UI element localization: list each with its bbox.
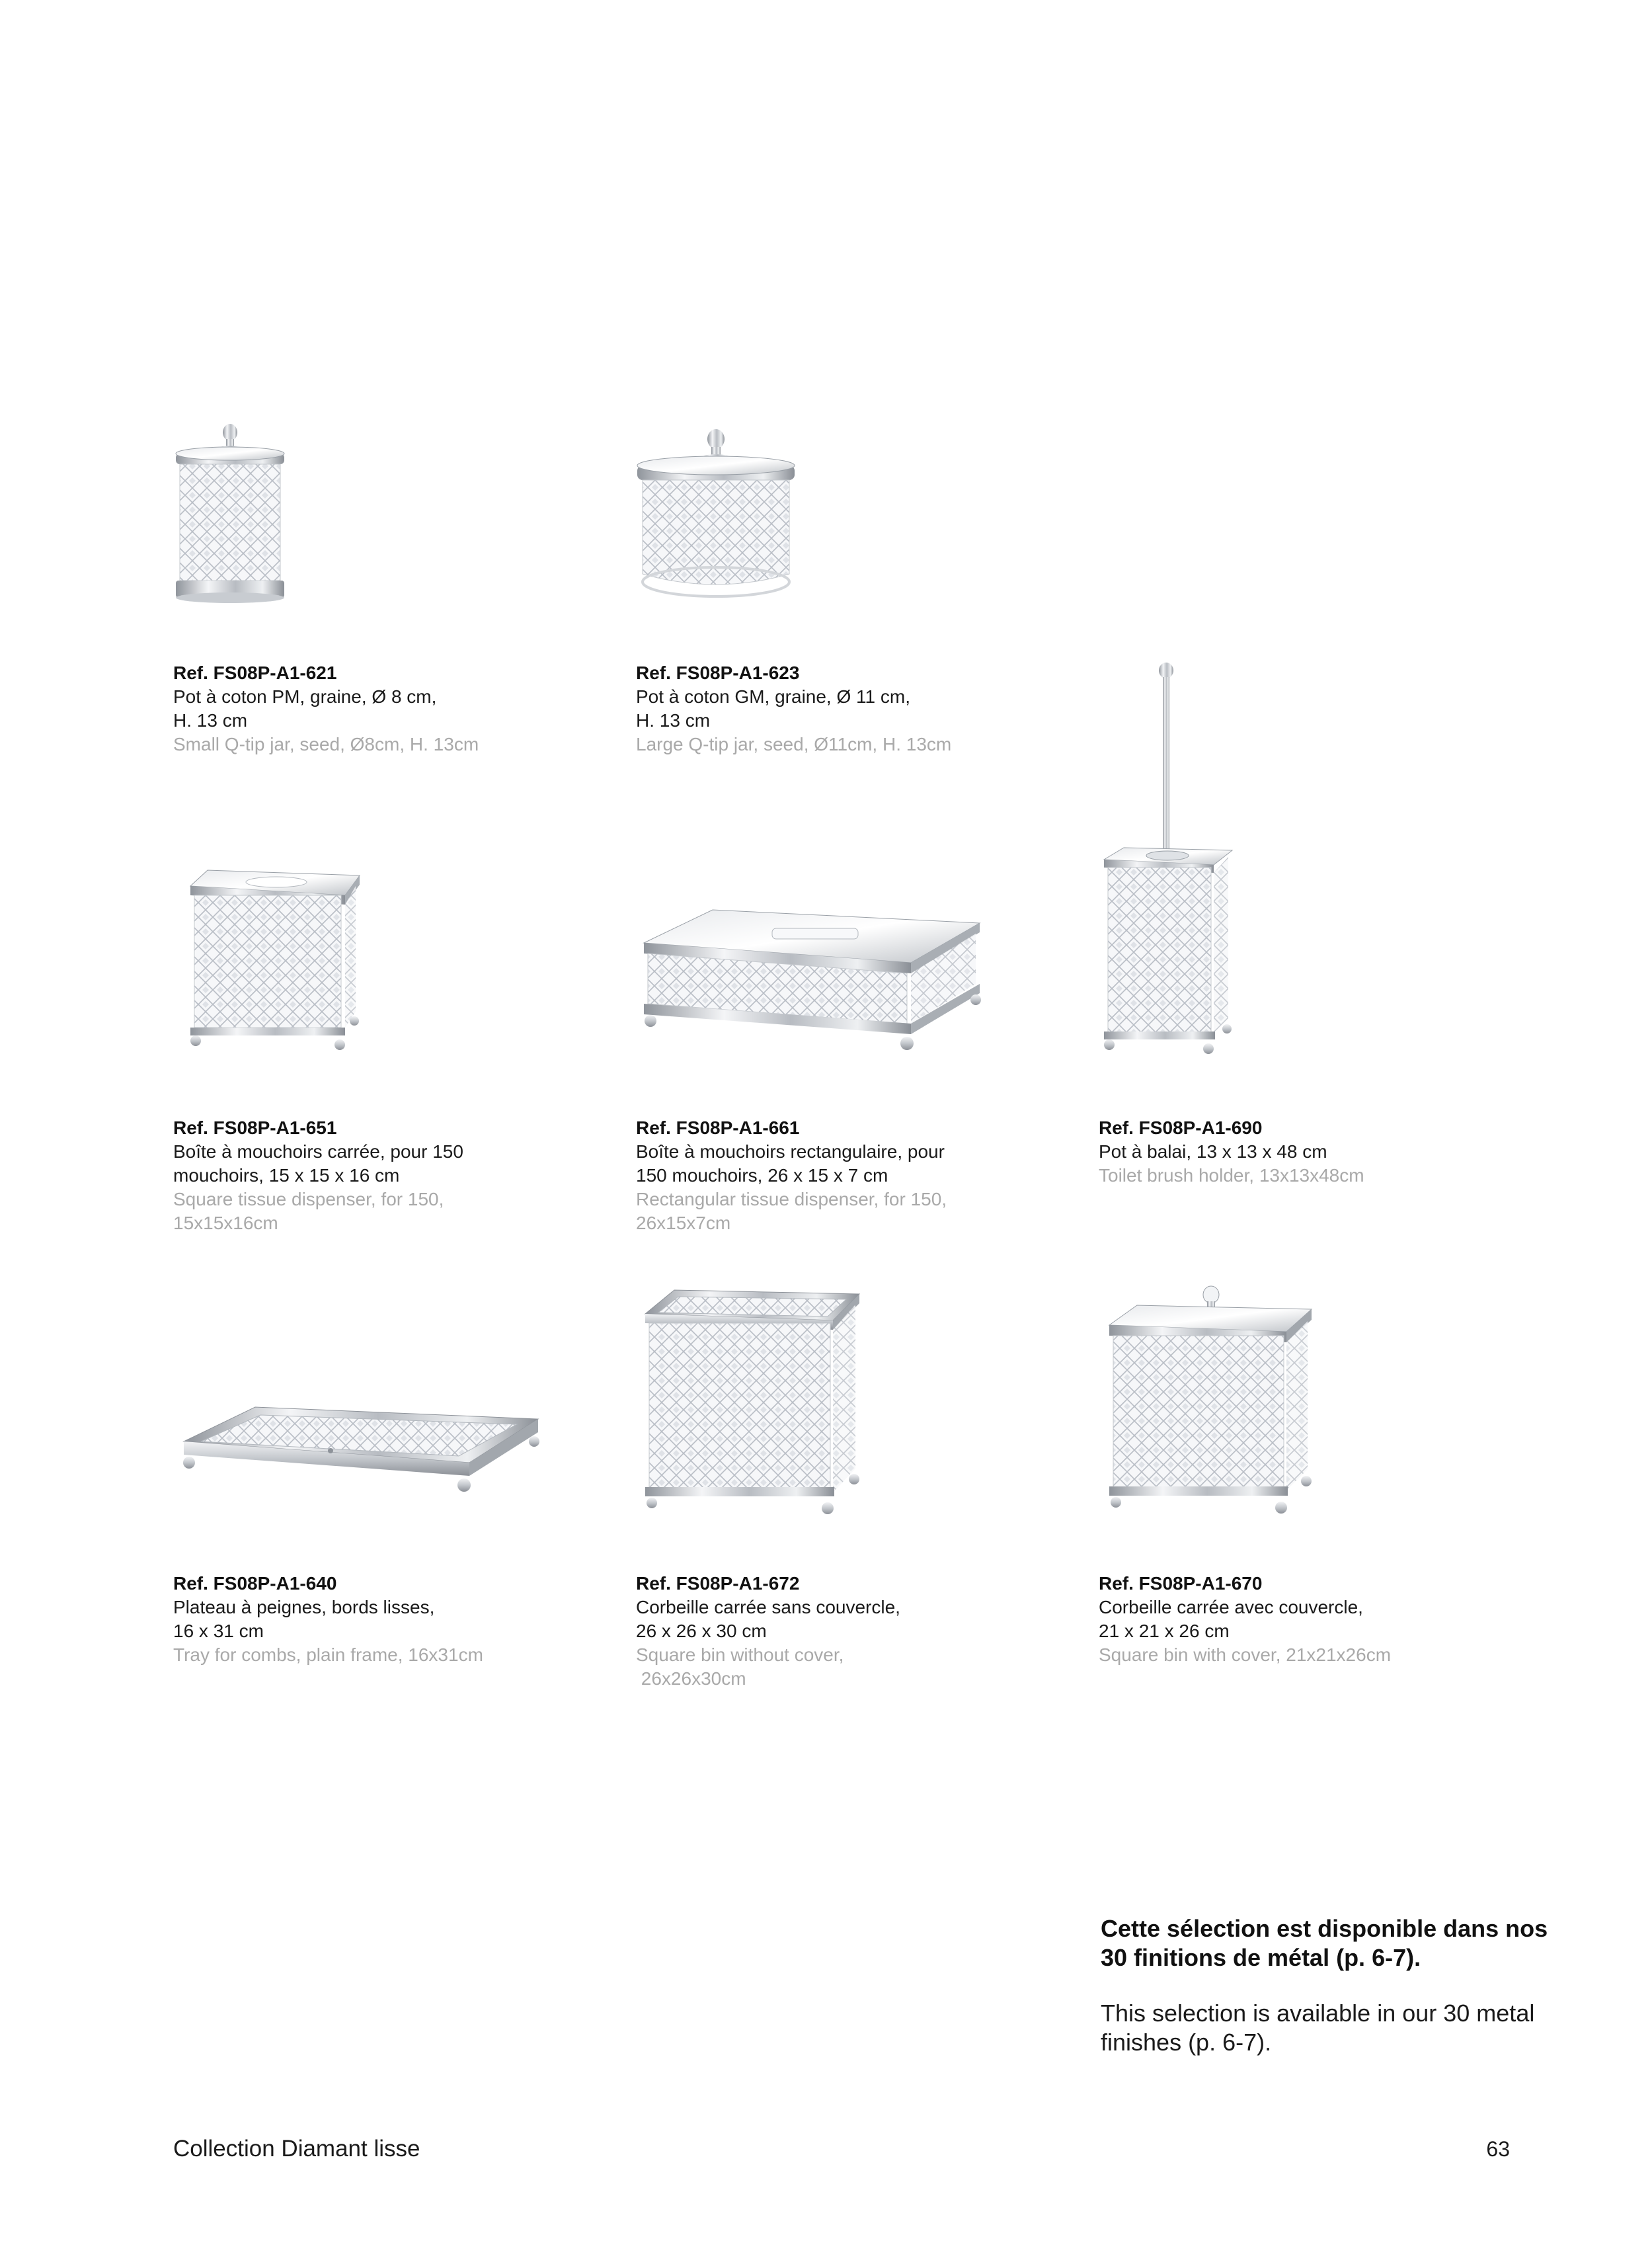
product-description-en: Large Q-tip jar, seed, Ø11cm, H. 13cm	[636, 734, 952, 754]
product-ref: Ref. FS08P-A1-661	[636, 1117, 800, 1138]
product-description-fr: 150 mouchoirs, 26 x 15 x 7 cm	[636, 1165, 888, 1186]
product-ref: Ref. FS08P-A1-690	[1099, 1117, 1263, 1138]
product-description-fr: 21 x 21 x 26 cm	[1099, 1621, 1230, 1641]
product-description-fr: Pot à balai, 13 x 13 x 48 cm	[1099, 1141, 1327, 1162]
product-description-en: Square tissue dispenser, for 150,	[173, 1189, 444, 1209]
finishes-availability-note	[1101, 1914, 1563, 2057]
product-description-fr: Plateau à peignes, bords lisses,	[173, 1597, 435, 1617]
page-number: 63	[1486, 2137, 1510, 2161]
product-image-square-bin-open	[640, 1286, 865, 1521]
product-description-en: Small Q-tip jar, seed, Ø8cm, H. 13cm	[173, 734, 479, 754]
product-ref: Ref. FS08P-A1-623	[636, 663, 800, 683]
collection-title: Collection Diamant lisse	[173, 2136, 420, 2162]
product-ref: Ref. FS08P-A1-621	[173, 663, 337, 683]
product-caption-651	[173, 1116, 596, 1235]
product-caption-672	[636, 1572, 1059, 1691]
product-ref: Ref. FS08P-A1-670	[1099, 1573, 1263, 1594]
product-caption-623	[636, 661, 1059, 756]
product-caption-640	[173, 1572, 596, 1667]
product-description-en: 26x26x30cm	[636, 1668, 746, 1689]
product-image-large-qtip-jar	[633, 422, 799, 608]
product-description-en: Square bin with cover, 21x21x26cm	[1099, 1644, 1392, 1665]
product-description-en: Tray for combs, plain frame, 16x31cm	[173, 1644, 483, 1665]
product-image-square-bin-covered	[1105, 1283, 1316, 1521]
product-description-fr: 16 x 31 cm	[173, 1621, 264, 1641]
product-description-en: 26x15x7cm	[636, 1213, 731, 1233]
product-description-fr: H. 13 cm	[636, 710, 711, 731]
product-image-comb-tray	[178, 1402, 541, 1521]
product-description-fr: mouchoirs, 15 x 15 x 16 cm	[173, 1165, 400, 1186]
product-description-en: Toilet brush holder, 13x13x48cm	[1099, 1165, 1364, 1186]
product-image-square-tissue-box	[184, 866, 364, 1058]
product-description-fr: Corbeille carrée avec couvercle,	[1099, 1597, 1363, 1617]
product-caption-690	[1099, 1116, 1522, 1188]
product-ref: Ref. FS08P-A1-672	[636, 1573, 800, 1594]
product-description-fr: H. 13 cm	[173, 710, 248, 731]
product-ref: Ref. FS08P-A1-640	[173, 1573, 337, 1594]
product-caption-661	[636, 1116, 1059, 1235]
product-description-fr: Pot à coton GM, graine, Ø 11 cm,	[636, 686, 910, 707]
product-description-fr: Boîte à mouchoirs rectangulaire, pour	[636, 1141, 945, 1162]
availability-note-en: This selection is available in our 30 metal finishes (p. 6-7).	[1101, 2000, 1535, 2056]
product-description-en: 15x15x16cm	[173, 1213, 278, 1233]
product-description-fr: Corbeille carrée sans couvercle,	[636, 1597, 900, 1617]
availability-note-fr: Cette sélection est disponible dans nos 30 finitions de métal (p. 6-7).	[1101, 1915, 1548, 1971]
product-description-fr: Pot à coton PM, graine, Ø 8 cm,	[173, 686, 437, 707]
product-image-rectangular-tissue-box	[640, 906, 982, 1059]
product-description-en: Rectangular tissue dispenser, for 150,	[636, 1189, 947, 1209]
product-description-en: Square bin without cover,	[636, 1644, 844, 1665]
product-description-fr: Boîte à mouchoirs carrée, pour 150	[173, 1141, 463, 1162]
product-image-small-qtip-jar	[171, 415, 290, 608]
product-caption-621	[173, 661, 596, 756]
product-description-fr: 26 x 26 x 30 cm	[636, 1621, 767, 1641]
product-ref: Ref. FS08P-A1-651	[173, 1117, 337, 1138]
product-image-toilet-brush-holder	[1097, 661, 1236, 1058]
product-caption-670	[1099, 1572, 1522, 1667]
